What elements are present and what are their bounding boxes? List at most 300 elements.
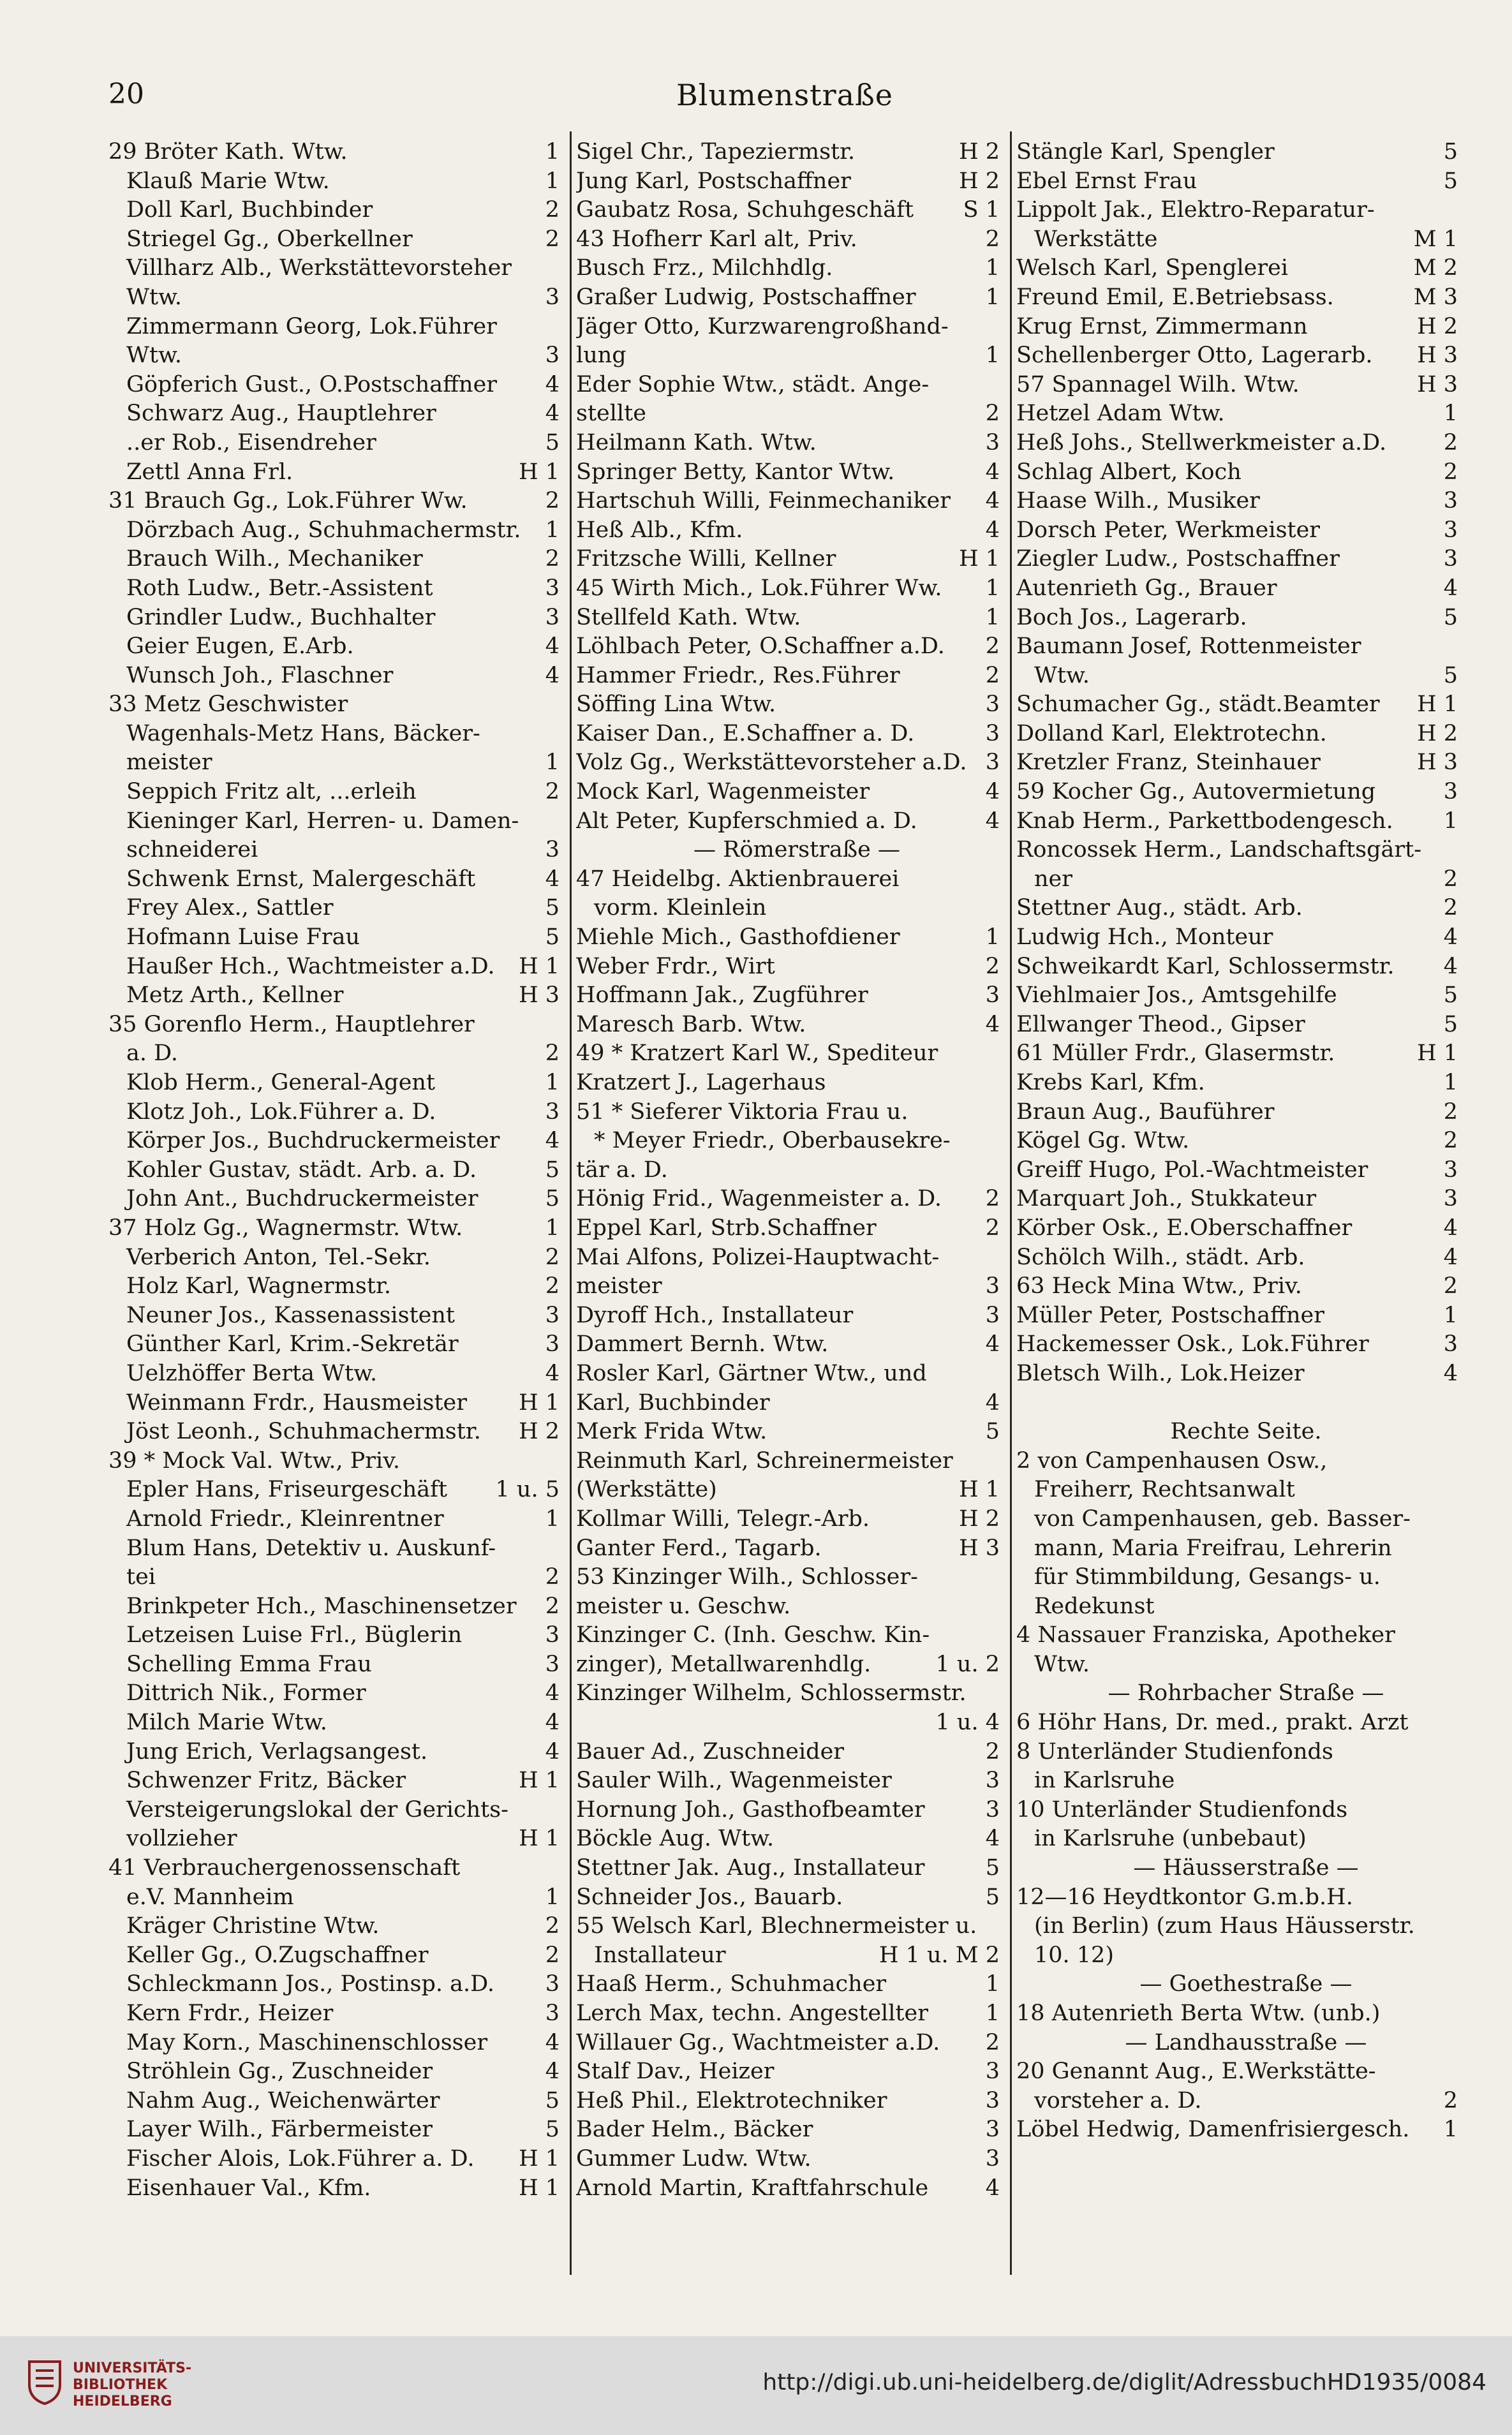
- directory-line: [108, 1359, 565, 1389]
- floor-indicator: 4: [1443, 575, 1458, 601]
- directory-line: [108, 865, 565, 894]
- floor-indicator: 4: [1443, 953, 1458, 979]
- directory-line: [1016, 225, 1463, 255]
- directory-line: [1016, 196, 1463, 225]
- entry-text: 39 * Mock Val. Wtw., Priv.: [108, 1447, 400, 1474]
- entry-text: Zettl Anna Frl.: [126, 459, 293, 485]
- floor-indicator: 4: [545, 633, 560, 660]
- directory-line: [1016, 778, 1463, 807]
- directory-line: [108, 399, 565, 429]
- floor-indicator: H 3: [959, 1535, 1000, 1561]
- floor-indicator: 3: [985, 692, 1000, 718]
- entry-text: Villharz Alb., Werkstättevorsteher: [126, 255, 512, 281]
- floor-indicator: H 1: [519, 1768, 560, 1794]
- entry-text: Mock Karl, Wagenmeister: [576, 779, 870, 805]
- floor-indicator: 5: [545, 2087, 560, 2113]
- directory-line: [108, 313, 565, 342]
- directory-line: [108, 2145, 565, 2174]
- floor-indicator: 3: [545, 284, 560, 310]
- directory-line: [108, 1330, 565, 1359]
- floor-indicator: 2: [1443, 1273, 1458, 1299]
- directory-line: [108, 1941, 565, 1971]
- directory-line: [1016, 1650, 1463, 1680]
- floor-indicator: 3: [545, 1651, 560, 1677]
- entry-text: Klob Herm., General-Agent: [126, 1070, 436, 1095]
- entry-text: Versteigerungslokal der Gerichts-: [126, 1796, 508, 1823]
- entry-text: Stettner Jak. Aug., Installateur: [576, 1855, 925, 1881]
- directory-line: [576, 167, 1005, 196]
- directory-line: [576, 283, 1005, 313]
- floor-indicator: 3: [1443, 546, 1458, 572]
- directory-line: [576, 225, 1005, 255]
- entry-text: Graßer Ludwig, Postschaffner: [576, 284, 916, 310]
- directory-line: [1016, 2057, 1463, 2087]
- floor-indicator: H 2: [1417, 313, 1458, 339]
- directory-line: [108, 632, 565, 662]
- floor-indicator: 3: [985, 2117, 1000, 2143]
- entry-text: 47 Heidelbg. Aktienbrauerei: [576, 866, 900, 892]
- entry-text: Fischer Alois, Lok.Führer a. D.: [126, 2145, 475, 2172]
- directory-line: [576, 399, 1005, 429]
- entry-text: Weber Frdr., Wirt: [576, 953, 775, 979]
- entry-text: Krebs Karl, Kfm.: [1016, 1070, 1205, 1095]
- entry-text: 51 * Sieferer Viktoria Frau u.: [576, 1099, 908, 1125]
- directory-line: [1016, 1505, 1463, 1534]
- section-heading: [1016, 1417, 1463, 1447]
- source-url-link[interactable]: http://digi.ub.uni-heidelberg.de/diglit/AdressbuchHD1935/0084: [762, 2369, 1486, 2395]
- floor-indicator: 5: [1443, 662, 1458, 688]
- floor-indicator: 4: [545, 401, 560, 427]
- entry-text: 4 Nassauer Franziska, Apotheker: [1016, 1622, 1395, 1648]
- section-heading: [1016, 1854, 1463, 1883]
- entry-text: Zimmermann Georg, Lok.Führer: [126, 313, 497, 339]
- directory-line: [108, 720, 565, 749]
- entry-text: Miehle Mich., Gasthofdiener: [576, 924, 900, 951]
- directory-line: [1016, 1912, 1463, 1941]
- directory-line: [108, 1534, 565, 1564]
- floor-indicator: H 1: [519, 1826, 560, 1852]
- entry-text: Frey Alex., Sattler: [126, 895, 334, 921]
- entry-text: Hartschuh Willi, Feinmechaniker: [576, 488, 951, 514]
- directory-line: [1016, 1301, 1463, 1331]
- floor-indicator: 2: [985, 401, 1000, 427]
- directory-line: [108, 1156, 565, 1185]
- directory-line: [108, 138, 565, 167]
- floor-indicator: 4: [985, 488, 1000, 514]
- entry-text: für Stimmbildung, Gesangs- u.: [1034, 1564, 1381, 1590]
- directory-line: [108, 2029, 565, 2058]
- directory-line: [1016, 1010, 1463, 1040]
- directory-line: [108, 1650, 565, 1680]
- floor-indicator: 1: [1443, 808, 1458, 834]
- floor-indicator: H 1: [519, 2145, 560, 2172]
- entry-text: Ebel Ernst Frau: [1016, 168, 1197, 194]
- floor-indicator: 3: [1443, 517, 1458, 543]
- entry-text: Löhlbach Peter, O.Schaffner a.D.: [576, 633, 945, 660]
- entry-text: Rechte Seite.: [1170, 1419, 1322, 1445]
- entry-text: Sigel Chr., Tapeziermstr.: [576, 139, 856, 165]
- directory-line: [576, 923, 1005, 952]
- entry-text: Jung Karl, Postschaffner: [576, 168, 851, 194]
- directory-line: [1016, 1214, 1463, 1243]
- directory-line: [576, 690, 1005, 720]
- floor-indicator: H 3: [519, 982, 560, 1009]
- library-logo-text: UNIVERSITÄTS- BIBLIOTHEK HEIDELBERG: [73, 2360, 192, 2409]
- floor-indicator: 3: [985, 1302, 1000, 1328]
- entry-text: Schelling Emma Frau: [126, 1651, 372, 1677]
- floor-indicator: 4: [985, 1389, 1000, 1416]
- floor-indicator: 4: [1443, 924, 1458, 951]
- directory-line: [108, 748, 565, 778]
- directory-line: [108, 2087, 565, 2116]
- entry-text: Hofmann Luise Frau: [126, 924, 360, 951]
- entry-text: Werkstätte: [1034, 226, 1158, 252]
- directory-line: [1016, 720, 1463, 749]
- entry-text: Söffing Lina Wtw.: [576, 692, 776, 718]
- entry-text: Kollmar Willi, Telegr.-Arb.: [576, 1506, 870, 1532]
- floor-indicator: 2: [985, 953, 1000, 979]
- entry-text: in Karlsruhe (unbebaut): [1034, 1826, 1307, 1852]
- entry-text: Eder Sophie Wtw., städt. Ange-: [576, 371, 930, 397]
- floor-indicator: 5: [1443, 139, 1458, 165]
- entry-text: in Karlsruhe: [1034, 1768, 1175, 1794]
- directory-line: [108, 2057, 565, 2087]
- floor-indicator: H 2: [959, 168, 1000, 194]
- directory-line: [576, 1272, 1005, 1301]
- directory-line: [1016, 545, 1463, 574]
- entry-text: stellte: [576, 401, 646, 427]
- floor-indicator: 5: [545, 2117, 560, 2143]
- directory-line: [1016, 2087, 1463, 2116]
- entry-text: vollzieher: [126, 1826, 237, 1852]
- directory-line: [576, 778, 1005, 807]
- directory-line: [576, 2145, 1005, 2174]
- directory-line: [1016, 1127, 1463, 1156]
- floor-indicator: 3: [545, 837, 560, 863]
- floor-indicator: 3: [545, 1302, 560, 1328]
- floor-indicator: 3: [985, 1768, 1000, 1794]
- directory-line: [576, 632, 1005, 662]
- directory-line: [576, 1156, 1005, 1185]
- floor-indicator: 3: [545, 343, 560, 369]
- section-heading: [1016, 1679, 1463, 1708]
- floor-indicator: 4: [545, 1680, 560, 1706]
- floor-indicator: 3: [545, 604, 560, 630]
- directory-line: [108, 1214, 565, 1243]
- directory-line: [1016, 1621, 1463, 1650]
- entry-text: Redekunst: [1034, 1593, 1155, 1619]
- directory-line: [576, 341, 1005, 371]
- floor-indicator: 3: [985, 1796, 1000, 1823]
- entry-text: Alt Peter, Kupferschmied a. D.: [576, 808, 917, 834]
- directory-line: [1016, 1824, 1463, 1854]
- floor-indicator: 3: [985, 2087, 1000, 2113]
- entry-text: Autenrieth Gg., Brauer: [1016, 575, 1277, 601]
- section-heading: [576, 836, 1005, 865]
- entry-text: 61 Müller Frdr., Glasermstr.: [1016, 1040, 1335, 1067]
- floor-indicator: 3: [985, 720, 1000, 746]
- directory-line: [576, 1824, 1005, 1854]
- directory-line: [576, 1621, 1005, 1650]
- directory-line: [1016, 632, 1463, 662]
- directory-line: [108, 1563, 565, 1592]
- floor-indicator: H 2: [519, 1419, 560, 1445]
- entry-text: Neuner Jos., Kassenassistent: [126, 1302, 455, 1328]
- entry-text: tär a. D.: [576, 1157, 668, 1183]
- directory-line: [108, 1185, 565, 1214]
- directory-line: [108, 1708, 565, 1738]
- directory-line: [108, 1883, 565, 1913]
- entry-text: Schwenzer Fritz, Bäcker: [126, 1768, 406, 1794]
- floor-indicator: 2: [1443, 1128, 1458, 1154]
- floor-indicator: 3: [1443, 779, 1458, 805]
- floor-indicator: 3: [545, 1099, 560, 1125]
- directory-line: [108, 1447, 565, 1476]
- directory-line: [1016, 1389, 1463, 1418]
- directory-line: [576, 1214, 1005, 1243]
- entry-text: 55 Welsch Karl, Blechnermeister u.: [576, 1913, 977, 1939]
- entry-text: 18 Autenrieth Berta Wtw. (unb.): [1016, 2001, 1381, 2026]
- directory-line: [108, 2174, 565, 2203]
- floor-indicator: 2: [985, 662, 1000, 688]
- directory-line: [576, 748, 1005, 778]
- directory-line: [576, 1592, 1005, 1622]
- entry-text: Heß Phil., Elektrotechniker: [576, 2087, 887, 2113]
- entry-text: 49 * Kratzert Karl W., Spediteur: [576, 1040, 938, 1067]
- directory-line: [576, 1447, 1005, 1476]
- floor-indicator: 4: [985, 1331, 1000, 1358]
- entry-text: Striegel Gg., Oberkellner: [126, 226, 413, 252]
- directory-line: [1016, 1243, 1463, 1273]
- entry-text: Letzeisen Luise Frl., Büglerin: [126, 1622, 463, 1648]
- entry-text: Wtw.: [1034, 1651, 1090, 1677]
- directory-line: [1016, 516, 1463, 545]
- directory-line: [576, 1505, 1005, 1534]
- directory-line: [1016, 1592, 1463, 1622]
- directory-line: [576, 1563, 1005, 1592]
- directory-line: [108, 1098, 565, 1127]
- directory-line: [108, 807, 565, 836]
- floor-indicator: 4: [545, 1738, 560, 1765]
- entry-text: 59 Kocher Gg., Autovermietung: [1016, 779, 1376, 805]
- directory-line: [1016, 1999, 1463, 2029]
- entry-text: Brinkpeter Hch., Maschinensetzer: [126, 1593, 517, 1619]
- floor-indicator: 2: [985, 633, 1000, 660]
- entry-text: Mai Alfons, Polizei-Hauptwacht-: [576, 1244, 940, 1270]
- entry-text: Ellwanger Theod., Gipser: [1016, 1011, 1305, 1037]
- floor-indicator: 1: [545, 517, 560, 543]
- floor-indicator: 1: [985, 575, 1000, 601]
- library-seal-icon: [27, 2359, 63, 2405]
- floor-indicator: 1: [545, 168, 560, 194]
- directory-line: [108, 1476, 565, 1505]
- entry-text: zinger), Metallwarenhdlg.: [576, 1651, 871, 1677]
- entry-text: Eisenhauer Val., Kfm.: [126, 2175, 371, 2201]
- entry-text: Grindler Ludw., Buchhalter: [126, 604, 436, 630]
- directory-line: [108, 836, 565, 865]
- floor-indicator: H 1: [519, 953, 560, 979]
- entry-text: Weinmann Frdr., Hausmeister: [126, 1389, 467, 1416]
- floor-indicator: 2: [545, 1040, 560, 1067]
- floor-indicator: 4: [985, 2175, 1000, 2201]
- floor-indicator: 3: [1443, 1331, 1458, 1358]
- entry-text: vorm. Kleinlein: [594, 895, 767, 921]
- library-logo[interactable]: [27, 2353, 205, 2416]
- directory-line: [576, 1185, 1005, 1214]
- entry-text: Doll Karl, Buchbinder: [126, 197, 373, 223]
- entry-text: Layer Wilh., Färbermeister: [126, 2117, 433, 2143]
- directory-line: [576, 1883, 1005, 1913]
- directory-line: [1016, 865, 1463, 894]
- directory-line: [1016, 1069, 1463, 1098]
- floor-indicator: 5: [985, 1884, 1000, 1910]
- entry-text: (Werkstätte): [576, 1477, 717, 1503]
- entry-text: 10. 12): [1034, 1942, 1114, 1968]
- floor-indicator: 5: [545, 429, 560, 455]
- floor-indicator: 2: [1443, 866, 1458, 892]
- directory-line: [576, 894, 1005, 923]
- entry-text: Klotz Joh., Lok.Führer a. D.: [126, 1099, 436, 1125]
- directory-line: [576, 313, 1005, 342]
- floor-indicator: 5: [1443, 168, 1458, 194]
- floor-indicator: 1: [545, 139, 560, 165]
- entry-text: von Campenhausen, geb. Basser-: [1034, 1506, 1411, 1532]
- directory-line: [108, 1679, 565, 1708]
- entry-text: Stalf Dav., Heizer: [576, 2059, 775, 2085]
- entry-text: meister: [126, 750, 212, 776]
- directory-line: [108, 516, 565, 545]
- floor-indicator: 2: [545, 1913, 560, 1939]
- directory-line: [108, 1505, 565, 1534]
- directory-line: [108, 923, 565, 952]
- entry-text: Gaubatz Rosa, Schuhgeschäft: [576, 197, 914, 223]
- entry-text: 10 Unterländer Studienfonds: [1016, 1796, 1348, 1823]
- directory-line: [576, 2115, 1005, 2145]
- entry-text: Dorsch Peter, Werkmeister: [1016, 517, 1321, 543]
- floor-indicator: 2: [985, 1215, 1000, 1241]
- directory-line: [108, 487, 565, 516]
- directory-line: [1016, 1185, 1463, 1214]
- entry-text: Ludwig Hch., Monteur: [1016, 924, 1273, 951]
- directory-line: [108, 690, 565, 720]
- floor-indicator: 1 u. 5: [495, 1477, 560, 1503]
- entry-text: Eppel Karl, Strb.Schaffner: [576, 1215, 877, 1241]
- entry-text: May Korn., Maschinenschlosser: [126, 2029, 488, 2055]
- floor-indicator: 4: [545, 662, 560, 688]
- entry-text: 53 Kinzinger Wilh., Schlosser-: [576, 1564, 918, 1590]
- entry-text: Milch Marie Wtw.: [126, 1710, 327, 1736]
- directory-line: [1016, 952, 1463, 982]
- directory-line: [108, 1243, 565, 1273]
- entry-text: * Meyer Friedr., Oberbausekre-: [594, 1128, 951, 1154]
- entry-text: Kinzinger C. (Inh. Geschw. Kin-: [576, 1622, 930, 1648]
- directory-line: [576, 196, 1005, 225]
- directory-line: [1016, 167, 1463, 196]
- directory-line: [576, 1766, 1005, 1796]
- entry-text: tei: [126, 1564, 156, 1590]
- entry-text: Kinzinger Wilhelm, Schlossermstr.: [576, 1680, 967, 1706]
- entry-text: Stettner Aug., städt. Arb.: [1016, 895, 1303, 921]
- floor-indicator: H 1: [519, 459, 560, 485]
- floor-indicator: 5: [545, 1186, 560, 1212]
- entry-text: 33 Metz Geschwister: [108, 692, 348, 718]
- entry-text: 41 Verbrauchergenossenschaft: [108, 1855, 461, 1881]
- directory-line: [576, 574, 1005, 603]
- entry-text: Braun Aug., Bauführer: [1016, 1099, 1275, 1125]
- entry-text: Rosler Karl, Gärtner Wtw., und: [576, 1360, 927, 1386]
- entry-text: Jäger Otto, Kurzwarengroßhand-: [576, 313, 949, 339]
- entry-text: Boch Jos., Lagerarb.: [1016, 604, 1247, 630]
- floor-indicator: 1: [1443, 1070, 1458, 1095]
- floor-indicator: 1: [1443, 1302, 1458, 1328]
- entry-text: 45 Wirth Mich., Lok.Führer Ww.: [576, 575, 942, 601]
- entry-text: ..er Rob., Eisendreher: [126, 429, 376, 455]
- floor-indicator: H 1 u. M 2: [878, 1942, 1000, 1968]
- directory-line: [576, 2057, 1005, 2087]
- directory-line: [108, 574, 565, 603]
- entry-text: Schweikardt Karl, Schlossermstr.: [1016, 953, 1395, 979]
- entry-text: 2 von Campenhausen Osw.,: [1016, 1447, 1328, 1474]
- entry-text: Freund Emil, E.Betriebsass.: [1016, 284, 1334, 310]
- entry-text: Fritzsche Willi, Kellner: [576, 546, 836, 572]
- entry-text: lung: [576, 343, 626, 369]
- floor-indicator: H 1: [1417, 692, 1458, 718]
- floor-indicator: 2: [985, 2029, 1000, 2055]
- entry-text: Körper Jos., Buchdruckermeister: [126, 1128, 500, 1154]
- floor-indicator: 5: [545, 924, 560, 951]
- directory-line: [1016, 981, 1463, 1010]
- entry-text: Installateur: [594, 1942, 726, 1968]
- directory-line: [108, 952, 565, 982]
- directory-line: [108, 1010, 565, 1040]
- directory-line: [1016, 1534, 1463, 1564]
- entry-text: Maresch Barb. Wtw.: [576, 1011, 806, 1037]
- entry-text: 12—16 Heydtkontor G.m.b.H.: [1016, 1884, 1353, 1910]
- directory-line: [1016, 1098, 1463, 1127]
- entry-text: 63 Heck Mina Wtw., Priv.: [1016, 1273, 1302, 1299]
- directory-line: [108, 1039, 565, 1069]
- directory-line: [576, 1069, 1005, 1098]
- floor-indicator: 3: [985, 429, 1000, 455]
- directory-line: [1016, 254, 1463, 283]
- entry-text: — Häusserstraße —: [1133, 1855, 1359, 1881]
- entry-text: e.V. Mannheim: [126, 1884, 294, 1910]
- directory-line: [576, 487, 1005, 516]
- entry-text: 43 Hofherr Karl alt, Priv.: [576, 226, 857, 252]
- directory-line: [1016, 1039, 1463, 1069]
- entry-text: Böckle Aug. Wtw.: [576, 1826, 775, 1852]
- floor-indicator: 2: [985, 1738, 1000, 1765]
- floor-indicator: 3: [545, 2001, 560, 2026]
- directory-line: [1016, 1330, 1463, 1359]
- entry-text: Dolland Karl, Elektrotechn.: [1016, 720, 1327, 746]
- column-middle: [576, 138, 1005, 2201]
- directory-line: [576, 2087, 1005, 2116]
- directory-line: [108, 1824, 565, 1854]
- entry-text: Schwenk Ernst, Malergeschäft: [126, 866, 476, 892]
- floor-indicator: 1: [545, 1506, 560, 1532]
- entry-text: Schölch Wilh., städt. Arb.: [1016, 1244, 1305, 1270]
- directory-line: [1016, 313, 1463, 342]
- entry-text: Ziegler Ludw., Postschaffner: [1016, 546, 1340, 572]
- entry-text: Roth Ludw., Betr.-Assistent: [126, 575, 433, 601]
- entry-text: Kratzert J., Lagerhaus: [576, 1070, 826, 1095]
- entry-text: Hornung Joh., Gasthofbeamter: [576, 1796, 925, 1823]
- entry-text: Kern Frdr., Heizer: [126, 2001, 334, 2026]
- directory-line: [1016, 399, 1463, 429]
- directory-line: [108, 1417, 565, 1447]
- directory-line: [576, 720, 1005, 749]
